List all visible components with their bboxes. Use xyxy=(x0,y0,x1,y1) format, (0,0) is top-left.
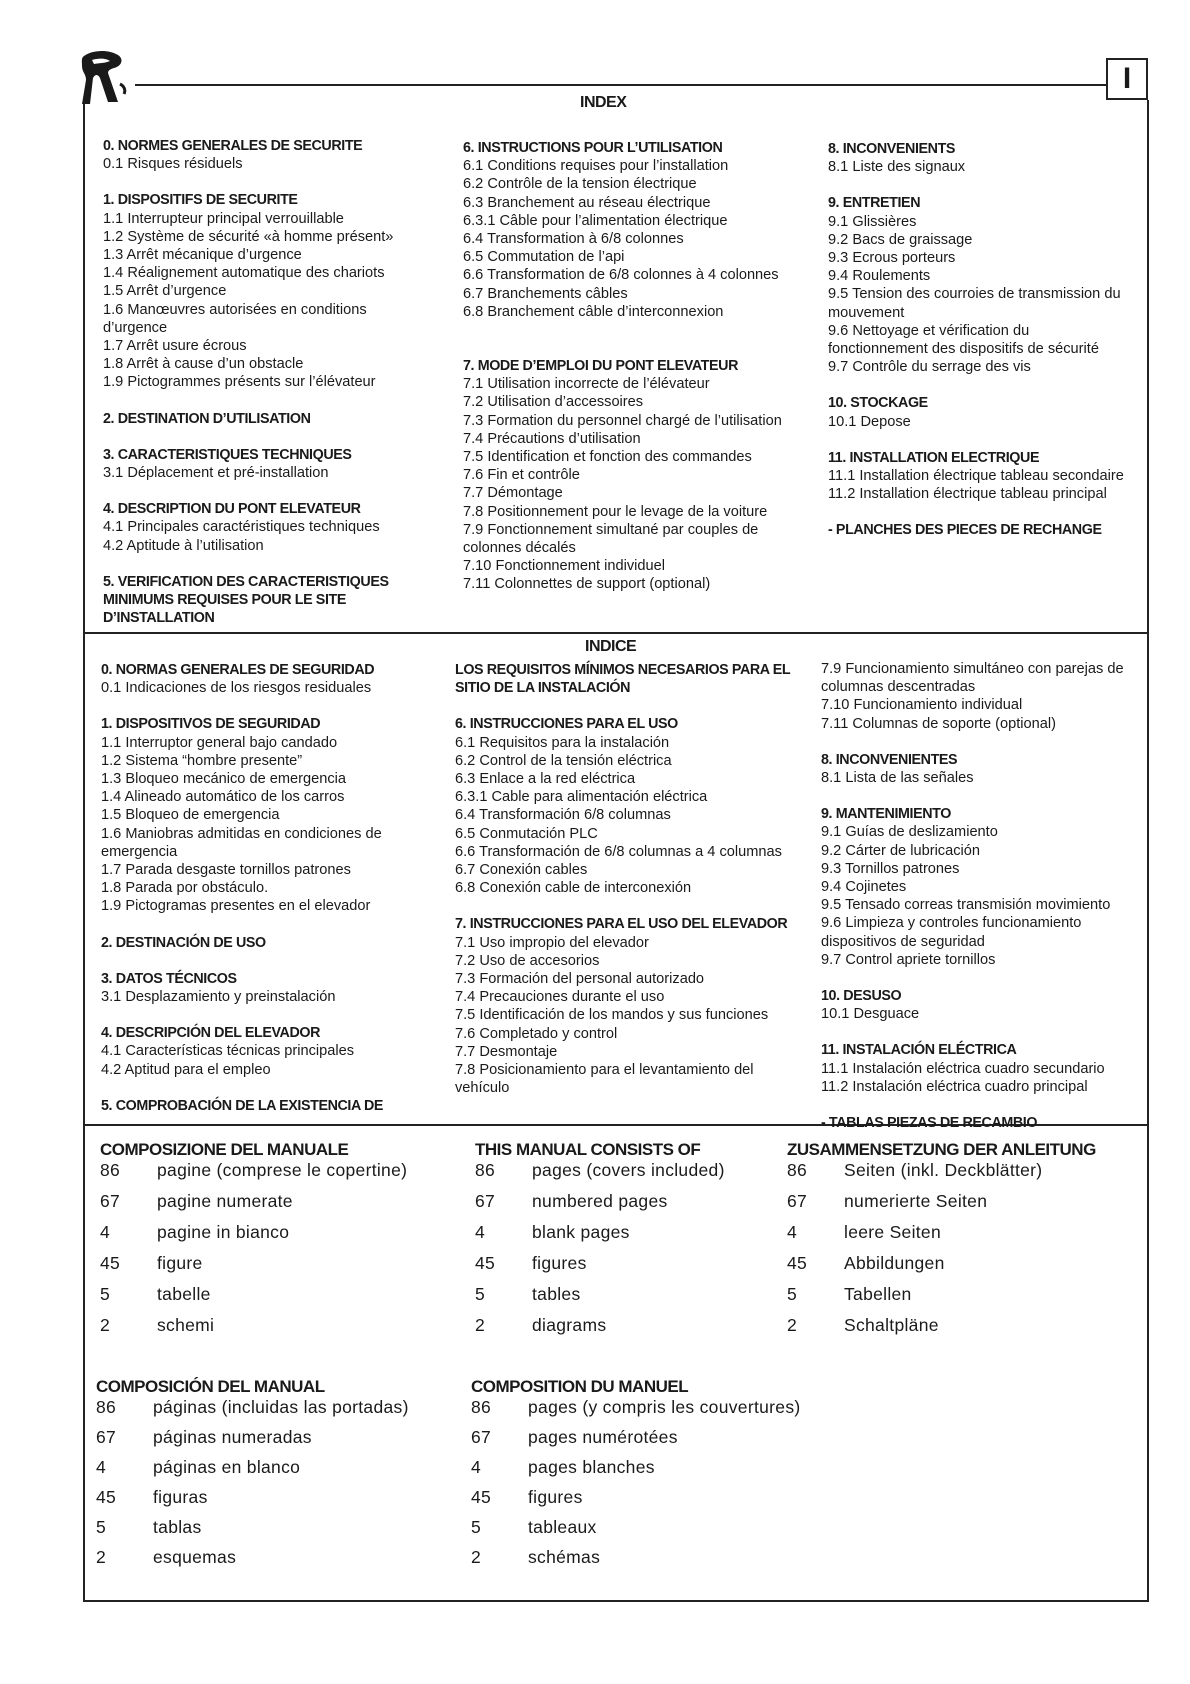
index-entry: 9.7 Contrôle du serrage des vis xyxy=(828,359,1031,376)
composition-row xyxy=(100,1191,440,1222)
composition-row xyxy=(100,1253,440,1284)
index-entry: 7.8 Posicionamiento para el levantamiento del vehículo xyxy=(455,1062,754,1097)
composition-label: pages numérotées xyxy=(528,1427,678,1447)
composition-label: páginas numeradas xyxy=(153,1427,312,1447)
index-entry: 7.11 Columnas de soporte (optional) xyxy=(821,715,1056,732)
composition-count: 67 xyxy=(100,1191,121,1211)
index-es-column-1 xyxy=(101,661,419,1115)
composition-title: COMPOSICIÓN DEL MANUAL xyxy=(96,1377,325,1396)
composition-count: 5 xyxy=(787,1284,798,1304)
index-section-heading: 8. INCONVENIENTES xyxy=(821,751,958,768)
composition-row xyxy=(100,1284,440,1315)
composition-row xyxy=(475,1284,815,1315)
index-entry: 4.1 Características técnicas principales xyxy=(101,1043,355,1060)
composition-row xyxy=(787,1191,1127,1222)
index-entry: 10.1 Desguace xyxy=(821,1006,920,1023)
composition-label: figuras xyxy=(153,1487,208,1507)
index-entry: 7.11 Colonnettes de support (optional) xyxy=(463,576,711,593)
index-entry: 7.3 Formación del personal autorizado xyxy=(455,971,705,988)
composition-count: 45 xyxy=(96,1487,117,1507)
index-entry: 8.1 Lista de las señales xyxy=(821,770,974,787)
index-entry: 7.1 Utilisation incorrecte de l’élévateur xyxy=(463,376,710,393)
composition-label: pagine (comprese le copertine) xyxy=(157,1160,408,1180)
index-entry: 7.9 Funcionamiento simultáneo con parejas de columnas descentradas xyxy=(821,661,1124,696)
index-section-heading: 11. INSTALLATION ELECTRIQUE xyxy=(828,449,1040,466)
index-entry: 7.10 Fonctionnement individuel xyxy=(463,558,666,575)
composition-label: pagine numerate xyxy=(157,1191,293,1211)
composition-es xyxy=(96,1376,436,1577)
composition-fr xyxy=(471,1376,851,1577)
index-entry: 8.1 Liste des signaux xyxy=(828,159,966,176)
composition-label: pagine in bianco xyxy=(157,1222,290,1242)
index-entry: 9.4 Cojinetes xyxy=(821,879,907,896)
index-entry: 6.5 Conmutación PLC xyxy=(455,825,598,842)
index-entry: 1.7 Arrêt usure écrous xyxy=(103,338,247,355)
index-title-es: INDICE xyxy=(585,638,637,655)
composition-label: tables xyxy=(532,1284,581,1304)
index-spacer xyxy=(103,555,425,573)
composition-label: tabelle xyxy=(157,1284,211,1304)
language-code: I xyxy=(1122,62,1132,95)
composition-row xyxy=(96,1457,436,1487)
composition-count: 86 xyxy=(787,1160,808,1180)
composition-label: Tabellen xyxy=(844,1284,912,1304)
index-entry: 9.5 Tension des courroies de transmission du mouvement xyxy=(828,286,1121,321)
composition-label: blank pages xyxy=(532,1222,630,1242)
index-section-heading: - PLANCHES DES PIECES DE RECHANGE xyxy=(828,522,1102,539)
composition-label: figures xyxy=(532,1253,587,1273)
index-section-heading: 0. NORMES GENERALES DE SECURITE xyxy=(103,138,363,154)
index-spacer xyxy=(103,392,425,410)
language-code-box xyxy=(1106,58,1148,100)
index-spacer xyxy=(101,916,419,934)
composition-label: numbered pages xyxy=(532,1191,668,1211)
index-entry: 1.6 Maniobras admitidas en condiciones de emergencia xyxy=(101,825,382,860)
index-entry: 4.2 Aptitud para el empleo xyxy=(101,1061,271,1078)
index-section-heading: 1. DISPOSITIFS DE SECURITE xyxy=(103,192,298,209)
index-entry: 7.4 Précautions d’utilisation xyxy=(463,430,641,447)
index-entry: 1.6 Manœuvres autorisées en conditions d’urgence xyxy=(103,301,367,336)
composition-count: 2 xyxy=(475,1315,486,1335)
composition-row xyxy=(96,1487,436,1517)
composition-title: COMPOSITION DU MANUEL xyxy=(471,1377,689,1396)
index-entry: 3.1 Desplazamiento y preinstalación xyxy=(101,989,336,1006)
composition-label: Seiten (inkl. Deckblätter) xyxy=(844,1160,1043,1180)
composition-count: 45 xyxy=(471,1487,492,1507)
composition-row xyxy=(475,1191,815,1222)
composition-count: 2 xyxy=(96,1547,107,1567)
composition-label: Schaltpläne xyxy=(844,1315,939,1335)
composition-row xyxy=(471,1487,851,1517)
index-spacer xyxy=(821,969,1143,987)
index-entry: 6.1 Requisitos para la instalación xyxy=(455,734,670,751)
index-entry: 1.1 Interruptor general bajo candado xyxy=(101,734,338,751)
composition-count: 86 xyxy=(100,1160,121,1180)
composition-label: numerierte Seiten xyxy=(844,1191,988,1211)
index-entry: 6.4 Transformation à 6/8 colonnes xyxy=(463,231,684,248)
index-entry: 1.3 Arrêt mécanique d’urgence xyxy=(103,247,302,264)
index-section-heading: 0. NORMAS GENERALES DE SEGURIDAD xyxy=(101,662,375,678)
index-entry: 9.6 Limpieza y controles funcionamiento dispositivos de seguridad xyxy=(821,915,1082,950)
composition-label: Abbildungen xyxy=(844,1253,945,1273)
index-spacer xyxy=(103,173,425,191)
composition-count: 67 xyxy=(475,1191,496,1211)
index-entry: 9.2 Cárter de lubricación xyxy=(821,842,980,859)
index-entry: 9.4 Roulements xyxy=(828,268,931,285)
index-section-heading: 9. ENTRETIEN xyxy=(828,195,921,212)
composition-row xyxy=(471,1547,851,1577)
index-spacer xyxy=(463,321,795,339)
index-entry: 7.1 Uso impropio del elevador xyxy=(455,934,649,951)
composition-row xyxy=(787,1222,1127,1253)
index-entry: 6.6 Transformación de 6/8 columnas a 4 columnas xyxy=(455,843,782,860)
composition-title: THIS MANUAL CONSISTS OF xyxy=(475,1140,701,1159)
index-section-heading: 3. CARACTERISTIQUES TECHNIQUES xyxy=(103,446,352,463)
composition-count: 4 xyxy=(96,1457,107,1477)
index-section-heading: 4. DESCRIPTION DU PONT ELEVATEUR xyxy=(103,501,361,518)
index-entry: 10.1 Depose xyxy=(828,413,911,430)
index-section-heading: 6. INSTRUCTIONS POUR L’UTILISATION xyxy=(463,140,723,156)
index-spacer xyxy=(828,176,1128,194)
composition-row xyxy=(475,1222,815,1253)
composition-label: páginas (incluidas las portadas) xyxy=(153,1397,409,1417)
index-entry: 7.6 Completado y control xyxy=(455,1025,618,1042)
index-fr-column-2 xyxy=(463,139,795,594)
index-entry: 1.3 Bloqueo mecánico de emergencia xyxy=(101,771,347,788)
composition-label: schemi xyxy=(157,1315,215,1335)
index-section-heading: 5. COMPROBACIÓN DE LA EXISTENCIA DE xyxy=(101,1097,384,1114)
index-entry: 0.1 Indicaciones de los riesgos residuales xyxy=(101,680,372,697)
index-entry: 7.7 Démontage xyxy=(463,485,563,502)
index-section-heading: 4. DESCRIPCIÓN DEL ELEVADOR xyxy=(101,1025,321,1042)
composition-row xyxy=(471,1517,851,1547)
index-entry: 1.5 Bloqueo de emergencia xyxy=(101,807,280,824)
index-spacer xyxy=(101,1079,419,1097)
index-entry: 11.1 Instalación eléctrica cuadro secundario xyxy=(821,1060,1105,1077)
index-entry: 6.7 Conexión cables xyxy=(455,862,588,879)
logo-icon xyxy=(78,50,128,108)
index-entry: 1.7 Parada desgaste tornillos patrones xyxy=(101,862,351,879)
composition-row xyxy=(475,1315,815,1346)
index-section-heading: - TABLAS PIEZAS DE RECAMBIO xyxy=(821,1115,1038,1132)
composition-label: figure xyxy=(157,1253,203,1273)
composition-label: diagrams xyxy=(532,1315,607,1335)
composition-count: 5 xyxy=(471,1517,482,1537)
composition-count: 5 xyxy=(475,1284,486,1304)
index-spacer xyxy=(821,733,1143,751)
index-entry: 1.4 Alineado automático de los carros xyxy=(101,789,345,806)
index-entry: 6.3 Branchement au réseau électrique xyxy=(463,194,711,211)
index-section-heading: 5. VERIFICATION DES CARACTERISTIQUES MINIMUMS REQUISES POUR LE SITE D’INSTALLATION xyxy=(103,573,389,627)
index-section-heading: 6. INSTRUCCIONES PARA EL USO xyxy=(455,716,678,733)
index-entry: 1.1 Interrupteur principal verrouillable xyxy=(103,210,344,227)
composition-it xyxy=(100,1139,440,1346)
index-entry: 7.6 Fin et contrôle xyxy=(463,467,580,484)
composition-row xyxy=(471,1427,851,1457)
index-section-heading: 9. MANTENIMIENTO xyxy=(821,806,951,823)
index-entry: 7.3 Formation du personnel chargé de l’utilisation xyxy=(463,412,782,429)
index-section-heading: 2. DESTINATION D’UTILISATION xyxy=(103,410,311,427)
composition-count: 45 xyxy=(787,1253,808,1273)
index-entry: 6.5 Commutation de l’api xyxy=(463,249,625,266)
composition-row xyxy=(96,1427,436,1457)
index-entry: 6.1 Conditions requises pour l’installation xyxy=(463,158,729,175)
composition-label: tablas xyxy=(153,1517,202,1537)
index-entry: 6.2 Control de la tensión eléctrica xyxy=(455,752,672,769)
index-spacer xyxy=(101,952,419,970)
composition-count: 45 xyxy=(100,1253,121,1273)
index-entry: 6.3.1 Cable para alimentación eléctrica xyxy=(455,789,708,806)
index-entry: 7.5 Identificación de los mandos y sus funciones xyxy=(455,1007,769,1024)
index-entry: 6.7 Branchements câbles xyxy=(463,285,628,302)
composition-row xyxy=(787,1160,1127,1191)
composition-en xyxy=(475,1139,815,1346)
composition-row xyxy=(96,1397,436,1427)
composition-count: 4 xyxy=(100,1222,111,1242)
index-spacer xyxy=(821,787,1143,805)
composition-count: 4 xyxy=(471,1457,482,1477)
index-fr-column-1 xyxy=(103,137,425,627)
composition-row xyxy=(96,1517,436,1547)
index-section-heading: 8. INCONVENIENTS xyxy=(828,141,956,157)
index-entry: 11.2 Installation électrique tableau principal xyxy=(828,486,1107,503)
index-entry: 1.9 Pictogramas presentes en el elevador xyxy=(101,898,371,915)
index-spacer xyxy=(821,1023,1143,1041)
index-entry: 1.2 Système de sécurité «à homme présent» xyxy=(103,228,394,245)
composition-count: 67 xyxy=(787,1191,808,1211)
index-title-fr: INDEX xyxy=(580,94,627,111)
index-entry: 9.1 Glissières xyxy=(828,213,917,230)
index-entry: 1.9 Pictogrammes présents sur l’élévateur xyxy=(103,374,376,391)
composition-count: 67 xyxy=(96,1427,117,1447)
composition-label: páginas en blanco xyxy=(153,1457,301,1477)
composition-count: 5 xyxy=(100,1284,111,1304)
index-spacer xyxy=(455,697,803,715)
composition-label: leere Seiten xyxy=(844,1222,941,1242)
index-spacer xyxy=(828,431,1128,449)
index-section-heading: 7. MODE D’EMPLOI DU PONT ELEVATEUR xyxy=(463,358,739,375)
composition-count: 4 xyxy=(475,1222,486,1242)
index-entry: 6.8 Conexión cable de interconexión xyxy=(455,880,692,897)
composition-count: 86 xyxy=(475,1160,496,1180)
index-spacer xyxy=(828,503,1128,521)
index-entry: 7.4 Precauciones durante el uso xyxy=(455,989,665,1006)
index-entry: 6.4 Transformación 6/8 columnas xyxy=(455,807,671,824)
index-spacer xyxy=(103,428,425,446)
index-entry: 7.10 Funcionamiento individual xyxy=(821,697,1023,714)
index-entry: 1.4 Réalignement automatique des chariots xyxy=(103,265,385,282)
index-spacer xyxy=(103,482,425,500)
composition-count: 86 xyxy=(96,1397,117,1417)
composition-label: pages (y compris les couvertures) xyxy=(528,1397,801,1417)
composition-count: 2 xyxy=(787,1315,798,1335)
index-entry: 9.2 Bacs de graissage xyxy=(828,231,973,248)
composition-row xyxy=(100,1160,440,1191)
index-entry: 6.3 Enlace a la red eléctrica xyxy=(455,771,636,788)
index-entry: 6.8 Branchement câble d’interconnexion xyxy=(463,303,724,320)
index-spacer xyxy=(821,1096,1143,1114)
composition-row xyxy=(471,1397,851,1427)
index-entry: 7.7 Desmontaje xyxy=(455,1043,558,1060)
index-entry: 7.8 Positionnement pour le levage de la voiture xyxy=(463,503,768,520)
index-entry: 9.6 Nettoyage et vérification du fonctionnement des dispositifs de sécurité xyxy=(828,322,1099,358)
index-section-heading: 10. STOCKAGE xyxy=(828,395,928,412)
index-spacer xyxy=(455,897,803,915)
index-entry: 9.7 Control apriete tornillos xyxy=(821,951,996,968)
index-entry: 7.2 Uso de accesorios xyxy=(455,952,600,969)
composition-title: ZUSAMMENSETZUNG DER ANLEITUNG xyxy=(787,1140,1096,1159)
composition-label: tableaux xyxy=(528,1517,597,1537)
composition-count: 45 xyxy=(475,1253,496,1273)
index-entry: 4.1 Principales caractéristiques techniques xyxy=(103,519,380,536)
index-spacer xyxy=(101,1006,419,1024)
index-section-heading: 1. DISPOSITIVOS DE SEGURIDAD xyxy=(101,716,321,733)
index-entry: 1.2 Sistema “hombre presente” xyxy=(101,752,303,769)
composition-count: 4 xyxy=(787,1222,798,1242)
index-entry: 6.3.1 Câble pour l’alimentation électrique xyxy=(463,212,728,229)
index-entry: 1.5 Arrêt d’urgence xyxy=(103,283,227,300)
index-section-heading: 11. INSTALACIÓN ELÉCTRICA xyxy=(821,1042,1017,1059)
index-entry: 4.2 Aptitude à l’utilisation xyxy=(103,537,264,554)
composition-row xyxy=(787,1253,1127,1284)
index-entry: 7.2 Utilisation d’accessoires xyxy=(463,394,644,411)
index-entry: 9.3 Ecrous porteurs xyxy=(828,250,956,267)
index-spacer xyxy=(101,697,419,715)
index-entry: 6.6 Transformation de 6/8 colonnes à 4 colonnes xyxy=(463,267,779,284)
index-entry: 6.2 Contrôle de la tension électrique xyxy=(463,176,697,193)
composition-row xyxy=(475,1160,815,1191)
index-section-heading: 3. DATOS TÉCNICOS xyxy=(101,970,237,987)
composition-de xyxy=(787,1139,1127,1346)
index-spacer xyxy=(828,376,1128,394)
composition-row xyxy=(787,1315,1127,1346)
index-es-column-2 xyxy=(455,661,803,1097)
composition-count: 5 xyxy=(96,1517,107,1537)
composition-row xyxy=(787,1284,1127,1315)
index-section-heading: LOS REQUISITOS MÍNIMOS NECESARIOS PARA EL SITIO DE LA INSTALACIÓN xyxy=(455,662,790,697)
composition-label: pages blanches xyxy=(528,1457,655,1477)
index-entry: 7.9 Fonctionnement simultané par couples de colonnes décalés xyxy=(463,521,759,557)
index-entry: 7.5 Identification et fonction des commandes xyxy=(463,449,752,466)
index-entry: 9.5 Tensado correas transmisión movimiento xyxy=(821,897,1111,914)
index-entry: 11.2 Instalación eléctrica cuadro principal xyxy=(821,1078,1088,1095)
composition-label: esquemas xyxy=(153,1547,237,1567)
composition-count: 2 xyxy=(471,1547,482,1567)
composition-title: COMPOSIZIONE DEL MANUALE xyxy=(100,1140,349,1159)
index-entry: 1.8 Arrêt à cause d’un obstacle xyxy=(103,356,304,373)
composition-label: pages (covers included) xyxy=(532,1160,725,1180)
composition-row xyxy=(475,1253,815,1284)
index-entry: 0.1 Risques résiduels xyxy=(103,156,243,173)
index-es-column-3 xyxy=(821,660,1143,1132)
index-entry: 11.1 Installation électrique tableau secondaire xyxy=(828,468,1124,485)
composition-row xyxy=(96,1547,436,1577)
index-section-heading: 10. DESUSO xyxy=(821,988,902,1005)
index-spacer xyxy=(463,339,795,357)
index-entry: 9.3 Tornillos patrones xyxy=(821,860,960,877)
index-section-heading: 7. INSTRUCCIONES PARA EL USO DEL ELEVADOR xyxy=(455,916,788,933)
composition-label: figures xyxy=(528,1487,583,1507)
composition-label: schémas xyxy=(528,1547,601,1567)
composition-row xyxy=(100,1222,440,1253)
composition-count: 2 xyxy=(100,1315,111,1335)
composition-count: 67 xyxy=(471,1427,492,1447)
index-fr-column-3 xyxy=(828,140,1128,540)
index-entry: 3.1 Déplacement et pré-installation xyxy=(103,465,329,482)
index-entry: 9.1 Guías de deslizamiento xyxy=(821,824,998,841)
index-entry: 1.8 Parada por obstáculo. xyxy=(101,880,269,897)
composition-row xyxy=(100,1315,440,1346)
composition-count: 86 xyxy=(471,1397,492,1417)
index-section-heading: 2. DESTINACIÓN DE USO xyxy=(101,934,266,951)
composition-row xyxy=(471,1457,851,1487)
